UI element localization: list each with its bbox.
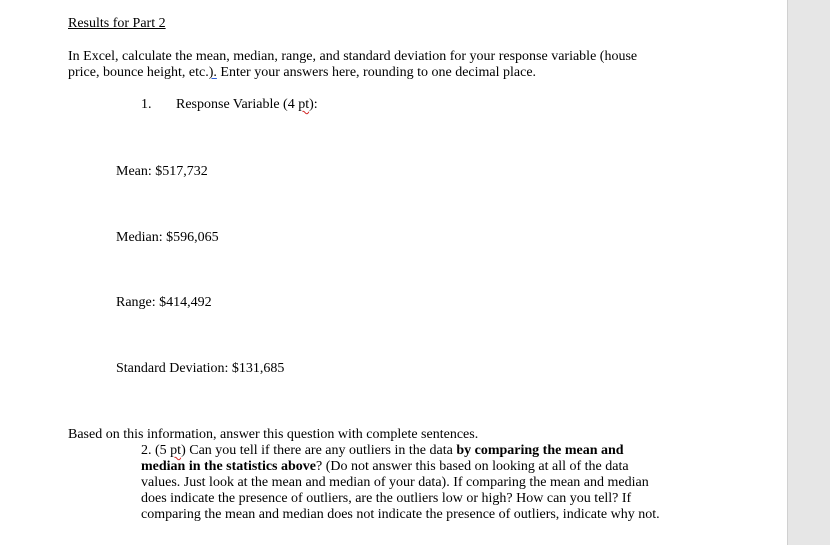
section-heading: Results for Part 2 bbox=[68, 16, 166, 31]
range-value[interactable]: Range: $414,492 bbox=[116, 295, 212, 310]
question-2-line-2-bold: median in the statistics above bbox=[141, 459, 316, 474]
question-2-line-2-text: ? (Do not answer this based on looking at all of the data bbox=[316, 459, 629, 474]
question-1-label-end: ): bbox=[309, 97, 318, 112]
instruction-text: Based on this information, answer this question with complete sentences. bbox=[68, 427, 479, 442]
std-deviation-value[interactable]: Standard Deviation: $131,685 bbox=[116, 361, 285, 376]
intro-line-2-start: price, bounce height, etc. bbox=[68, 65, 209, 80]
window-background-gutter bbox=[787, 0, 830, 545]
question-2-line-1-bold: by comparing the mean and bbox=[456, 443, 624, 458]
question-1-label-start: Response Variable (4 bbox=[176, 97, 299, 112]
question-1-number: 1. bbox=[141, 97, 152, 112]
question-2-line-1-text: ) Can you tell if there are any outliers in the data bbox=[181, 443, 457, 458]
intro-line-2-marked: ). bbox=[208, 65, 217, 80]
mean-value[interactable]: Mean: $517,732 bbox=[116, 164, 208, 179]
question-1-label bbox=[176, 97, 318, 113]
question-2-points-open: (5 bbox=[155, 443, 171, 458]
intro-line-2 bbox=[68, 65, 536, 81]
question-2-line-4: does indicate the presence of outliers, are the outliers low or high? How can you tell? If bbox=[141, 491, 632, 506]
question-1-label-pt: pt bbox=[298, 97, 310, 112]
question-2-number: 2. bbox=[141, 443, 152, 458]
question-2-line-2 bbox=[141, 459, 629, 475]
question-2-line-3: values. Just look at the mean and median of your data). If comparing the mean and median bbox=[141, 475, 649, 490]
question-2-line-1 bbox=[141, 443, 624, 459]
median-value[interactable]: Median: $596,065 bbox=[116, 230, 219, 245]
intro-line-2-end: Enter your answers here, rounding to one decimal place. bbox=[216, 65, 537, 80]
question-2-line-5: comparing the mean and median does not indicate the presence of outliers, indicate why not. bbox=[141, 507, 660, 522]
intro-line-1: In Excel, calculate the mean, median, range, and standard deviation for your response variable (house bbox=[68, 49, 638, 64]
question-2-points-pt: pt bbox=[170, 443, 182, 458]
